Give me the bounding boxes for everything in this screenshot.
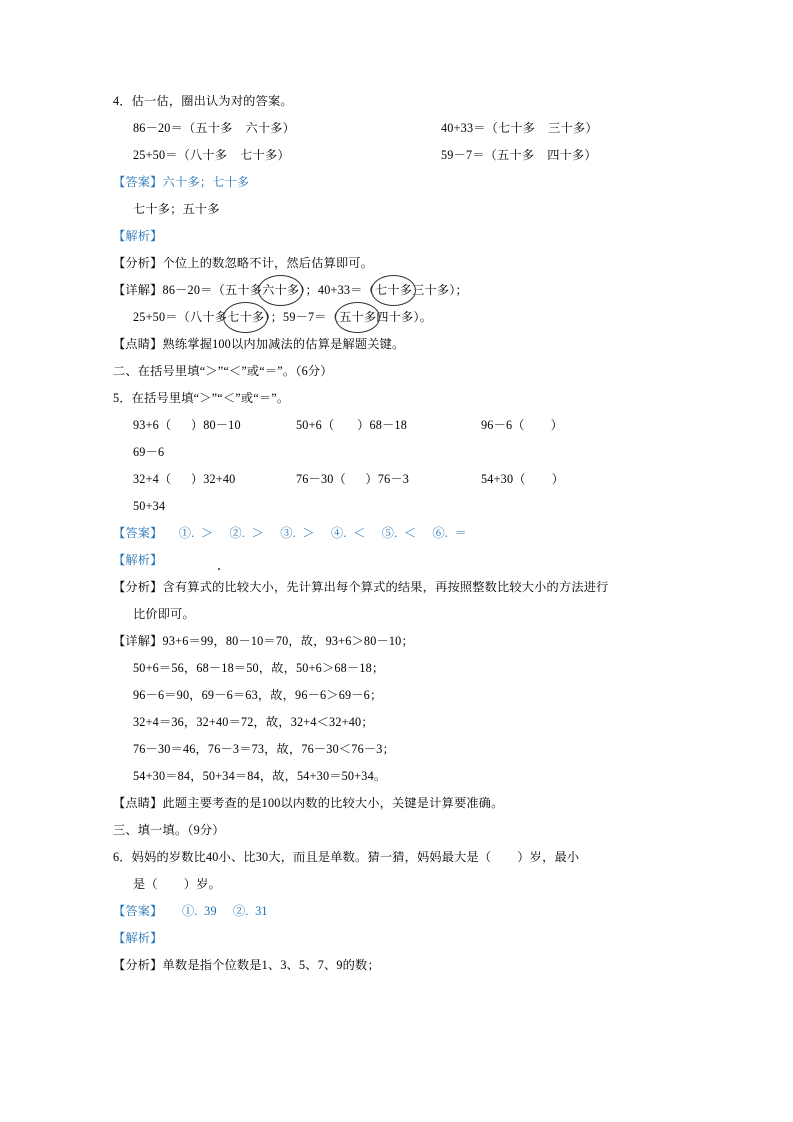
question-6-line-2: 是（ ）岁。 [133,877,221,891]
question-4-row-2 [113,142,683,169]
question-5-analysis-tag: 【解析】 [113,553,163,567]
q4-detail2-suffix: 四十多）。 [376,310,433,324]
question-4-detail-line-2 [113,304,683,331]
question-4-title: 4．估一估，圈出认为对的答案。 [113,94,293,108]
question-5-detail-2: 50+6＝56，68－18＝50，故，50+6＞68－18； [133,661,385,675]
question-4-analysis-tag: 【解析】 [113,229,163,243]
q4-row1-right: 40+33＝（七十多 三十多） [441,121,598,135]
question-5-row-2 [113,466,683,493]
q4-detail1-circled-2: 七十多 [375,277,412,304]
question-5-title: 5．在括号里填“＞”“＜”或“＝”。 [113,391,290,405]
question-5-fenxi-line-1: 【分析】含有算式的比较大小，先计算出每个算式的结果，再按照整数比较大小的方法进行 [113,580,609,594]
q5-row1-col1: 93+6（ ）80－10 [133,418,241,432]
q5-row1-col2: 50+6（ ）68－18 [296,418,408,432]
question-5-detail-1: 【详解】93+6＝99，80－10＝70，故，93+6＞80－10； [113,634,414,648]
question-4-row-1 [113,115,683,142]
question-6-fenxi: 【分析】单数是指个位数是1、3、5、7、9的数； [113,958,380,972]
q4-detail2-prefix: 25+50＝（八十多 [133,310,228,324]
question-6-answer: 【答案】 ①. 39 ②. 31 [113,904,268,918]
q4-detail1-circled-1: 六十多 [262,277,299,304]
q4-row2-left: 25+50＝（八十多 七十多） [133,148,290,162]
question-4-fenxi: 【分析】个位上的数忽略不计，然后估算即可。 [113,256,374,270]
q4-detail2-circled-2: 五十多 [339,304,376,331]
question-4-answer-line-2: 七十多；五十多 [133,202,220,216]
question-4-detail-line-1 [113,277,683,304]
section-2-heading: 二、在括号里填“＞”“＜”或“＝”。（6分） [113,364,333,378]
question-5-row-2-wrap: 50+34 [133,499,166,513]
question-4-dianjing: 【点睛】熟练掌握100以内加减法的估算是解题关键。 [113,337,405,351]
q4-detail1-prefix: 【详解】86－20＝（五十多 [113,283,263,297]
question-5-detail-6: 54+30＝84，50+34＝84，故，54+30＝50+34。 [133,769,387,783]
q5-row1-col3: 96－6（ ） [481,418,564,432]
q5-row2-col3: 54+30（ ） [481,472,564,486]
q5-row2-col2: 76－30（ ）76－3 [296,472,410,486]
question-5-detail-3: 96－6＝90，69－6＝63，故，96－6＞69－6； [133,688,383,702]
q4-detail1-mid: ）；40+33＝（ [299,283,375,297]
q4-row2-right: 59－7＝（五十多 四十多） [441,148,597,162]
question-5-detail-4: 32+4＝36，32+40＝72，故，32+4＜32+40； [133,715,374,729]
question-6-analysis-tag: 【解析】 [113,931,163,945]
section-3-heading: 三、填一填。（9分） [113,823,225,837]
q4-detail1-suffix: 三十多）； [412,283,468,297]
question-4-answer-line-1: 【答案】六十多；七十多 [113,175,250,189]
question-5-row-1-wrap: 69－6 [133,445,165,459]
q4-row1-left: 86－20＝（五十多 六十多） [133,121,296,135]
q4-detail2-circled-1: 七十多 [227,304,264,331]
question-5-detail-5: 76－30＝46，76－3＝73，故，76－30＜76－3； [133,742,395,756]
question-5-answer: 【答案】 ①. ＞ ②. ＞ ③. ＞ ④. ＜ ⑤. ＜ ⑥. ＝ [113,526,468,540]
question-5-dianjing: 【点睛】此题主要考查的是100以内数的比较大小，关键是计算要准确。 [113,796,504,810]
question-5-fenxi-line-2: 比价即可。 [133,607,195,621]
q4-detail2-mid: ）；59－7＝（ [264,310,340,324]
q5-row2-col1: 32+4（ ）32+40 [133,472,236,486]
page-content [113,88,683,979]
stray-dot-mark [218,568,220,570]
question-5-row-1 [113,412,683,439]
question-6-line-1: 6．妈妈的岁数比40小、比30大，而且是单数。猜一猜，妈妈最大是（ ）岁，最小 [113,850,580,864]
